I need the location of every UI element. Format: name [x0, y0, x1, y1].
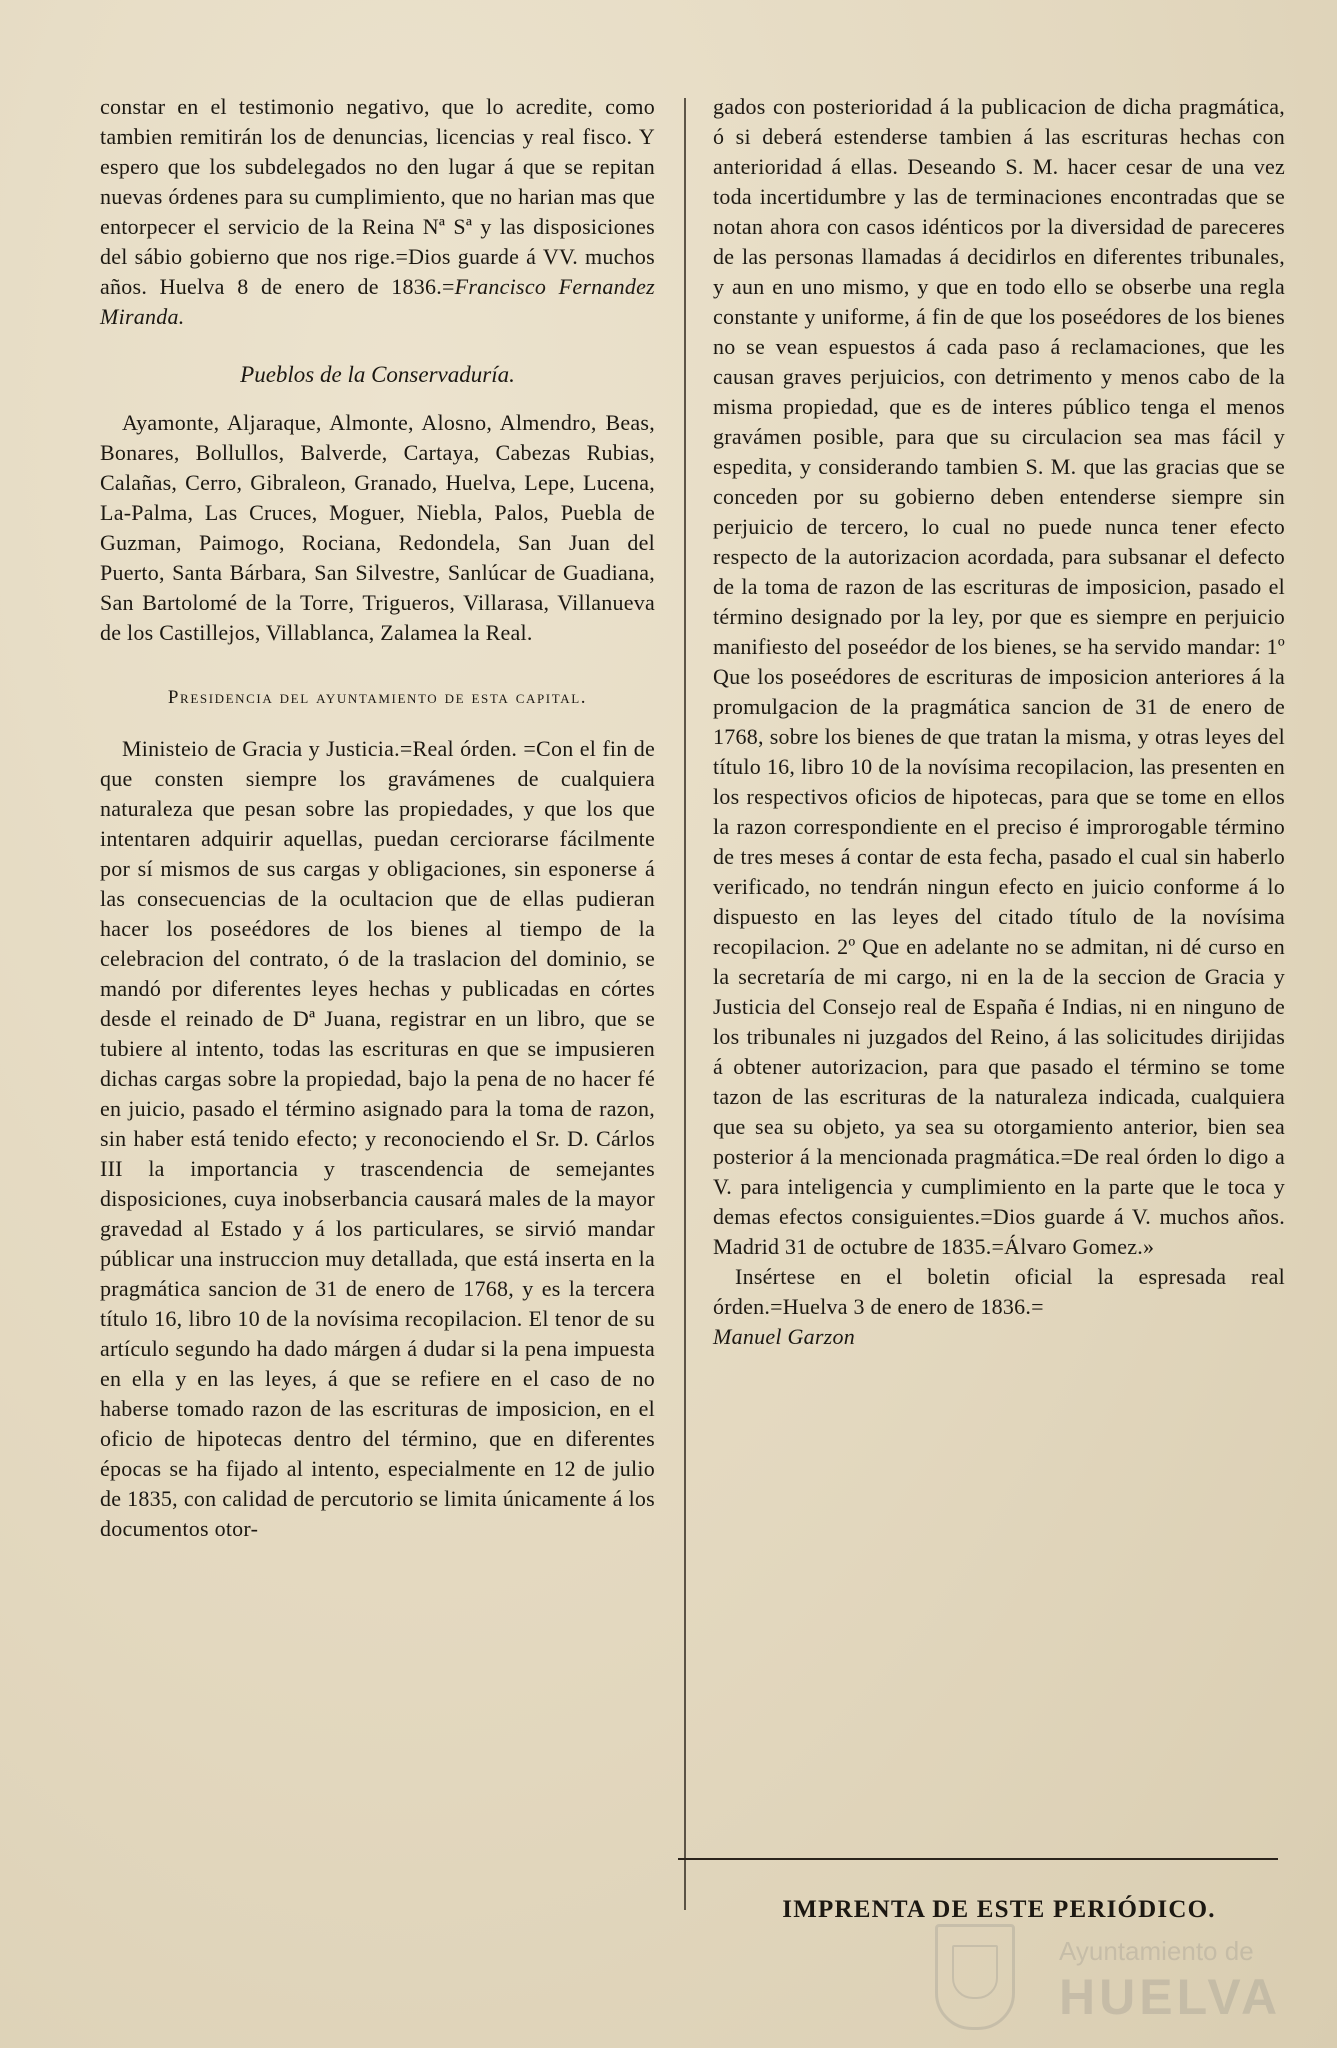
towns-list: Ayamonte, Aljaraque, Almonte, Alosno, Almendro, Beas, Bonares, Bollullos, Balverde, Cartaya, Cabezas Rubias, Calañas, Cerro, Gibraleon, Granado, Huelva, Lepe, Lucena, La-Palma, Las Cruces, Moguer, Niebla, Palos, Puebla de Guzman, Paimogo, Rociana, Redondela, San Juan del Puerto, Santa Bárbara, San Silvestre, Sanlúcar de Guadiana, San Bartolomé de la Torre, Trigueros, Villarasa, Villanueva de los Castillejos, Villablanca, Zalamea la Real. [100, 410, 655, 645]
right-paragraph-2-signature: Manuel Garzon [713, 1324, 855, 1349]
right-paragraph-2-text: Insértese en el boletin oficial la espresada real órden.=Huelva 3 de enero de 1836.= [713, 1264, 1285, 1319]
section-title: Presidencia del ayuntamiento de esta capital. [167, 687, 588, 708]
left-column [100, 92, 655, 1544]
left-paragraph-1-signature: Francisco Fernandez Miranda. [100, 274, 655, 329]
watermark [935, 1920, 1305, 2030]
left-paragraph-2: Ministeio de Gracia y Justicia.=Real órden. =Con el fin de que consten siempre los gravámenes de cualquiera naturaleza que pesan sobre las propiedades, y que los que intentaren adquirir aquellas, puedan cerciorarse fácilmente por sí mismos de sus cargas y obligaciones, sin esponerse á las consecuencias de la ocultacion que de ellas pudieran hacer los poseédores de los bienes al tiempo de la celebracion del contrato, ó de la traslacion del dominio, se mandó por diferentes leyes hechas y publicadas en córtes desde el reinado de Dª Juana, registrar en un libro, que se tubiere al intento, todas las escrituras en que se impusieren dichas cargas sobre la propiedad, bajo la pena de no hacer fé en juicio, pasado el término asignado para la toma de razon, sin haber está tenido efecto; y reconociendo el Sr. D. Cárlos III la importancia y trascendencia de semejantes disposiciones, cuya inobserbancia causará males de la mayor gravedad al Estado y á los particulares, se sirvió mandar públicar una instruccion muy detallada, que está inserta en la pragmática sancion de 31 de enero de 1768, y es la tercera título 16, libro 10 de la novísima recopilacion. El tenor de su artículo segundo ha dado márgen á dudar si la pena impuesta en ella y en las leyes, á que se refiere en el caso de no haberse tomado razon de las escrituras de imposicion, en el oficio de hipotecas dentro del término, que en diferentes épocas se ha fijado al intento, especialmente en 12 de julio de 1835, con calidad de percutorio se limita únicamente á los documentos otor- [100, 736, 655, 1541]
right-paragraph-2 [713, 1262, 1285, 1352]
huelva-coat-of-arms-icon [935, 1924, 1015, 2030]
right-column [713, 92, 1285, 1352]
right-paragraph-1: gados con posterioridad á la publicacion de dicha pragmática, ó si deberá estenderse tambien á las escrituras hechas con anterioridad á ellas. Deseando S. M. hacer cesar de una vez toda incertidumbre y las de terminaciones encontradas que se notan ahora con casos idénticos por la diversidad de pareceres de las personas llamadas á decidirlos en diferentes tribunales, y aun en uno mismo, y que en todo ello se obserbe una regla constante y uniforme, á fin de que los poseédores de los bienes no se vean espuestos á cada paso á reclamaciones, que les causan graves perjuicios, con detrimento y menos cabo de la misma propiedad, que es de interes público tenga el menos gravámen posible, para que su circulacion sea mas fácil y espedita, y considerando tambien S. M. que las gracias que se conceden por su gobierno deben entenderse siempre sin perjuicio de tercero, lo cual no puede nunca tener efecto respecto de la autorizacion acordada, para subsanar el defecto de la toma de razon de las escrituras de imposicion, pasado el término designado por la ley, por que es siempre en perjuicio manifiesto del poseédor de los bienes, se ha servido mandar: 1º Que los poseédores de escrituras de imposicion anteriores á la promulgacion de la pragmática sancion de 31 de enero de 1768, sobre los bienes de que tratan la misma, y otras leyes del título 16, libro 10 de la novísima recopilacion, las presenten en los respectivos oficios de hipotecas, para que se tome en ellos la razon correspondiente en el preciso é improrogable término de tres meses á contar de esta fecha, pasado el cual sin haberlo verificado, no tendrán ningun efecto en juicio conforme á lo dispuesto en las leyes del citado título de la novísima recopilacion. 2º Que en adelante no se admitan, ni dé curso en la secretaría de mi cargo, ni en la de la seccion de Gracia y Justicia del Consejo real de España é Indias, ni en ninguno de los tribunales ni juzgados del Reino, á las solicitudes dirijidas á obtener autorizacion, para que pasado el término se tome tazon de las escrituras de la naturaleza indicada, cualquiera que sea su objeto, ya sea su otorgamiento anterior, bien sea posterior á la mencionada pragmática.=De real órden lo digo a V. para inteligencia y cumplimiento en la parte que le toca y demas efectos consiguientes.=Dios guarde á V. muchos años. Madrid 31 de octubre de 1835.=Álvaro Gomez.» [713, 94, 1285, 1259]
left-paragraph-1 [100, 92, 655, 332]
imprint-line: IMPRENTA DE ESTE PERIÓDICO. [782, 1896, 1216, 1923]
footer-rule [678, 1858, 1278, 1860]
column-divider [684, 98, 686, 1910]
watermark-line-1: Ayuntamiento de [1059, 1936, 1254, 1966]
left-paragraph-1-text: constar en el testimonio negativo, que lo acredite, como tambien remitirán los de denuncias, licencias y real fisco. Y espero que los subdelegados no den lugar á que se repitan nuevas órdenes para su cumplimiento, que no harian mas que entorpecer el servicio de la Reina Nª Sª y las disposiciones del sábio gobierno que nos rige.=Dios guarde á VV. muchos años. Huelva 8 de enero de 1836.= [100, 94, 655, 299]
towns-subheading: Pueblos de la Conservaduría. [240, 362, 515, 387]
watermark-line-2: HUELVA [1059, 1969, 1282, 2025]
